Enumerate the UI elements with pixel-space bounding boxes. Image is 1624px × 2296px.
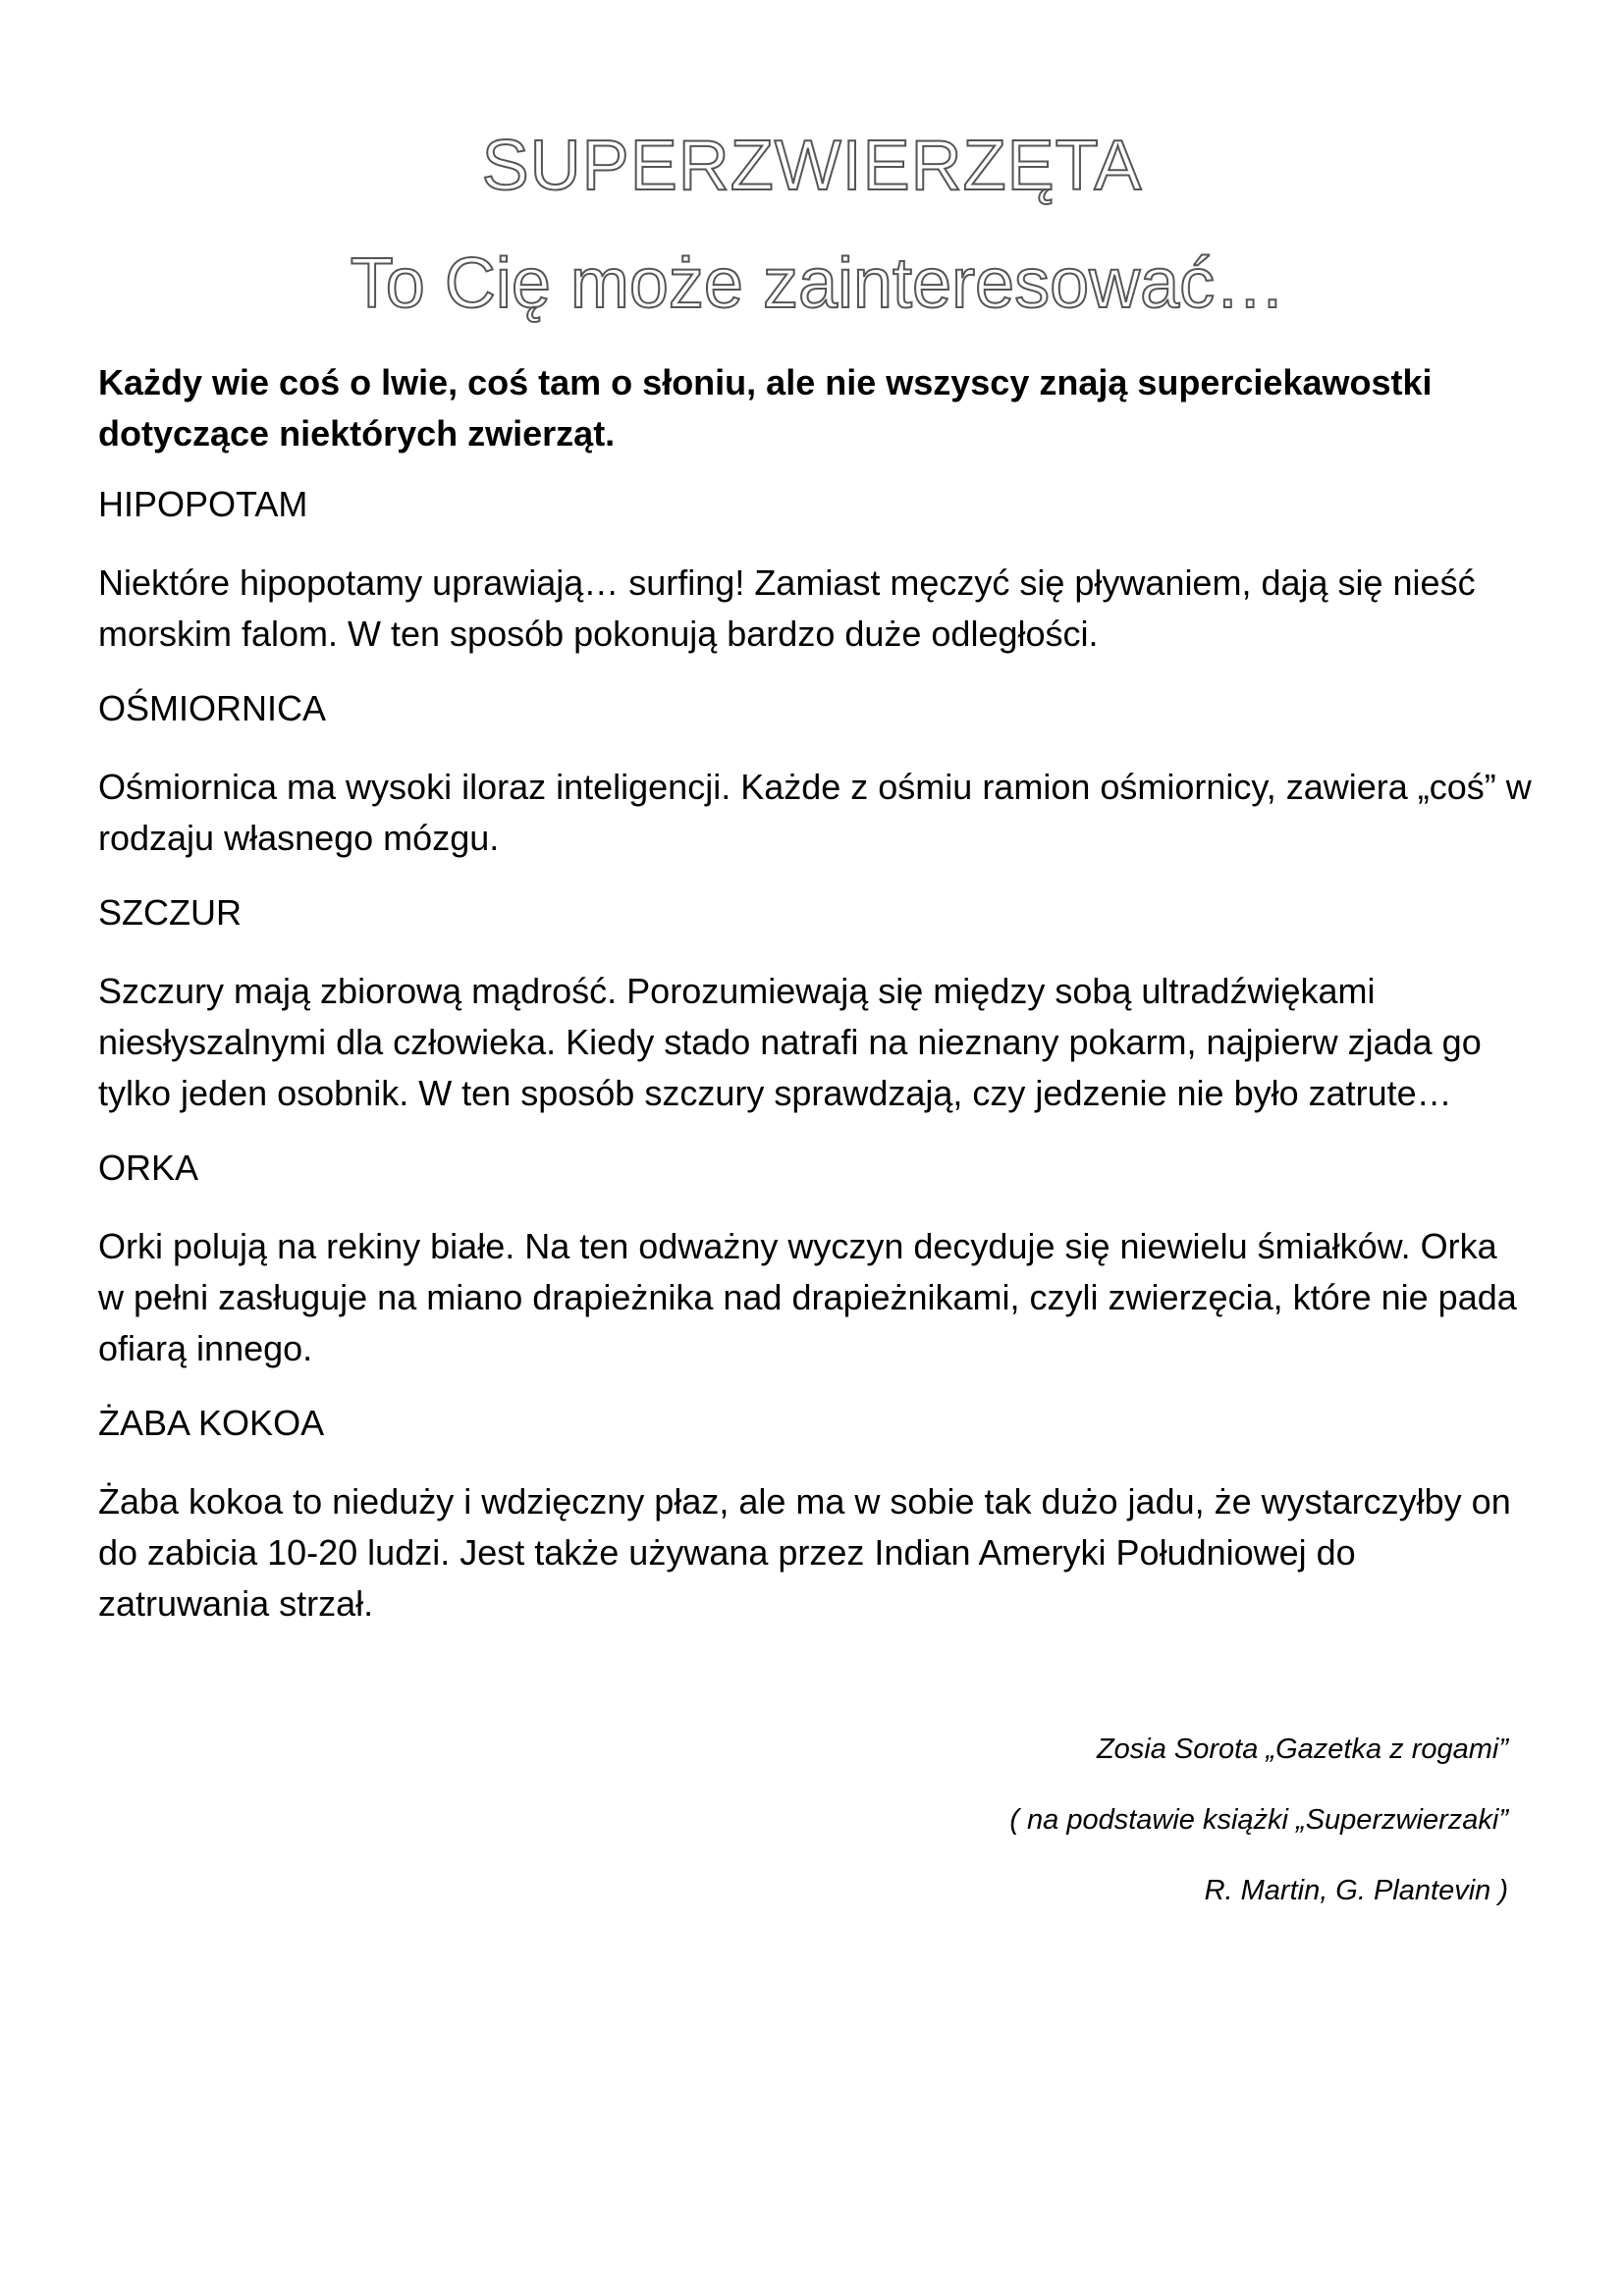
credit-book-authors: R. Martin, G. Plantevin ) bbox=[1204, 1875, 1508, 1906]
section-heading: HIPOPOTAM bbox=[98, 484, 308, 524]
credit-source: ( na podstawie książki „Superzwierzaki” bbox=[1009, 1804, 1508, 1836]
section-osmiornica bbox=[98, 683, 1532, 864]
lead-paragraph: Każdy wie coś o lwie, coś tam o słoniu, ale nie wszyscy znają superciekawostki dotyczące niektórych zwierząt. bbox=[98, 362, 1433, 454]
credit-author: Zosia Sorota „Gazetka z rogami” bbox=[1096, 1734, 1508, 1765]
section-zaba-kokoa bbox=[98, 1398, 1532, 1629]
section-heading: ŻABA KOKOA bbox=[98, 1403, 325, 1443]
section-text: Orki polują na rekiny białe. Na ten odważny wyczyn decyduje się niewielu śmiałków. Orka w pełni zasługuje na miano drapieżnika nad drapieżnikami, czyli zwierzęcia, które nie pada ofiarą innego. bbox=[98, 1226, 1517, 1368]
section-heading: ORKA bbox=[98, 1148, 199, 1188]
section-orka bbox=[98, 1143, 1532, 1374]
section-heading: SZCZUR bbox=[98, 892, 242, 933]
page-title: SUPERZWIERZĘTA bbox=[481, 127, 1143, 205]
section-text: Żaba kokoa to nieduży i wdzięczny płaz, ale ma w sobie tak dużo jadu, że wystarczyłby on do zabicia 10-20 ludzi. Jest także używana przez Indian Ameryki Południowej do zatruwania strzał. bbox=[98, 1481, 1511, 1624]
section-text: Niektóre hipopotamy uprawiają… surfing! Zamiast męczyć się pływaniem, dają się nieść morskim falom. W ten sposób pokonują bardzo duże odległości. bbox=[98, 562, 1476, 654]
credits-block bbox=[1009, 1726, 1508, 1938]
section-hipopotam bbox=[98, 479, 1532, 660]
section-text: Ośmiornica ma wysoki iloraz inteligencji. Każde z ośmiu ramion ośmiornicy, zawiera „coś” w rodzaju własnego mózgu. bbox=[98, 767, 1532, 858]
section-szczur bbox=[98, 887, 1532, 1119]
article-body bbox=[98, 357, 1532, 1653]
page-subtitle: To Cię może zainteresować… bbox=[350, 244, 1286, 323]
section-heading: OŚMIORNICA bbox=[98, 688, 327, 728]
section-text: Szczury mają zbiorową mądrość. Porozumiewają się między sobą ultradźwiękami niesłyszalnymi dla człowieka. Kiedy stado natrafi na nieznany pokarm, najpierw zjada go tylko jeden osobnik. W ten sposób szczury sprawdzają, czy jedzenie nie było zatrute… bbox=[98, 971, 1482, 1113]
